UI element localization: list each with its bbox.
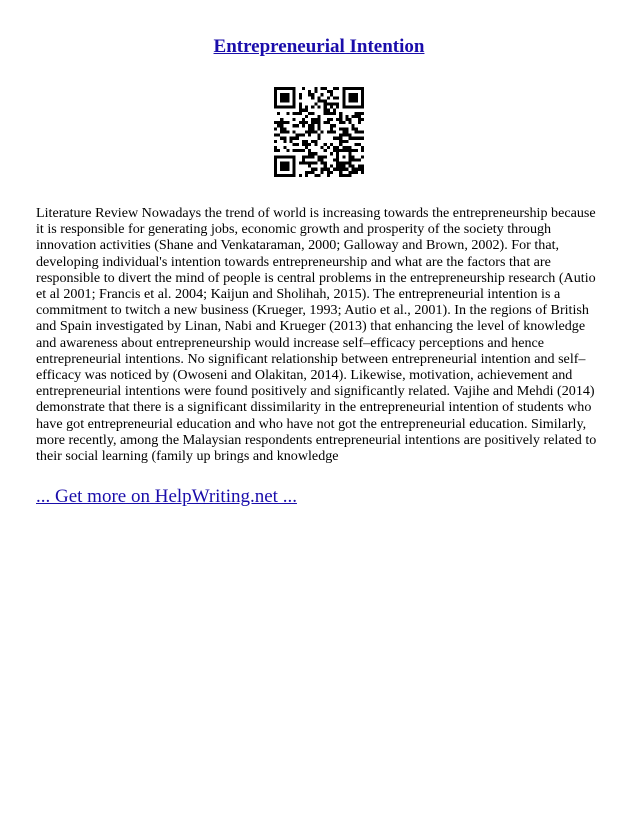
page-title [0, 36, 638, 58]
more-link-container [36, 486, 297, 508]
body-paragraph: Literature Review Nowadays the trend of world is increasing towards the entrepreneurship because it is responsible for generating jobs, economic growth and prosperity of the society through innovation activities (Shane and Venkataraman, 2000; Galloway and Brown, 2002). For that, developing individual's intention towards entrepreneurship and what are the factors that are responsible to divert the mind of people is central problems in the entrepreneurship research (Autio et al 2001; Francis et al. 2004; Kaijun and Sholihah, 2015). The entrepreneurial intention is a commitment to twitch a new business (Krueger, 1993; Autio et al., 2001). In the regions of British and Spain investigated by Linan, Nabi and Krueger (2013) that enhancing the level of knowledge and awareness about entrepreneurship would increase self–efficacy perceptions and hence entrepreneurial intentions. No significant relationship between entrepreneurial intention and self–efficacy was noticed by (Owoseni and Olakitan, 2014). Likewise, motivation, achievement and entrepreneurial intentions were found positively and significantly related. Vajihe and Mehdi (2014) demonstrate that there is a significant dissimilarity in the entrepreneurial intention of students who have got entrepreneurial education and who have not got the entrepreneurial education. Similarly, more recently, among the Malaysian respondents entrepreneurial intentions are positively related to their social learning (family up brings and knowledge [36, 205, 597, 465]
get-more-link[interactable]: ... Get more on HelpWriting.net ... [36, 486, 297, 507]
title-link[interactable]: Entrepreneurial Intention [213, 36, 425, 57]
qr-code-icon [274, 87, 364, 177]
